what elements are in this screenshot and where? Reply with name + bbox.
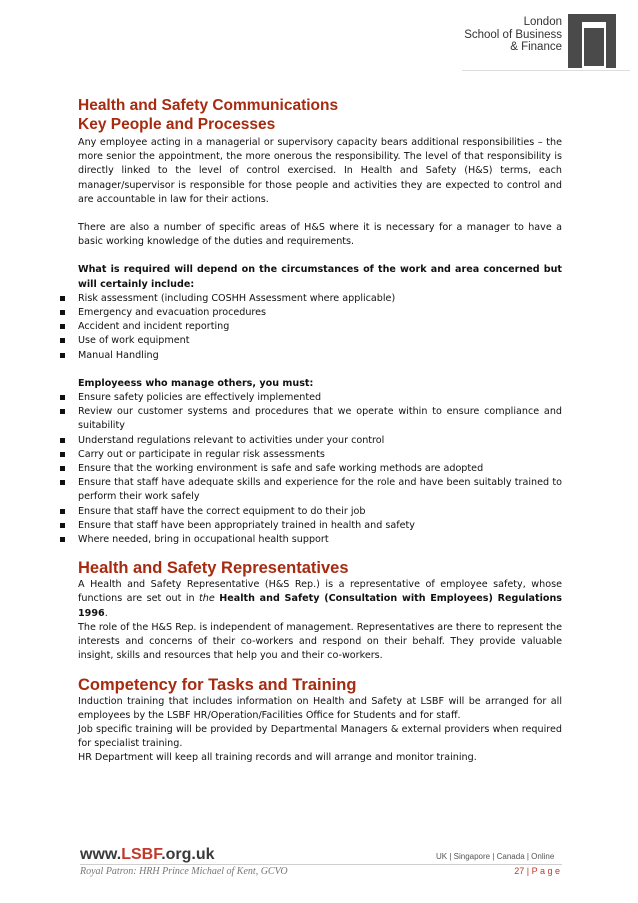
list-item: Where needed, bring in occupational health support	[78, 533, 562, 547]
paragraph-representative-definition: A Health and Safety Representative (H&S Rep.) is a representative of employee safety, whose functions are set out in the Health and Safety (Consultation with Employees) Regulations 1996.	[78, 579, 562, 619]
logo-line-3: & Finance	[510, 41, 562, 53]
section-subtitle: Key People and Processes	[78, 116, 276, 133]
required-heading: What is required will depend on the circumstances of the work and area concerned but will certainly include:	[78, 264, 562, 290]
square-bullet-icon	[60, 537, 65, 542]
square-bullet-icon	[60, 452, 65, 457]
list-item: Ensure that staff have been appropriately trained in health and safety	[78, 519, 562, 533]
list-item: Understand regulations relevant to activities under your control	[78, 434, 562, 448]
logo-line-2: School of Business	[464, 28, 562, 41]
required-list	[78, 292, 562, 363]
logo-wordmark	[464, 16, 562, 54]
square-bullet-icon	[60, 523, 65, 528]
section-title: Health and Safety Communications	[78, 97, 339, 114]
square-bullet-icon	[60, 509, 65, 514]
paragraph-training-records: HR Department will keep all training records and will arrange and monitor training.	[78, 752, 477, 764]
list-item: Carry out or participate in regular risk assessments	[78, 448, 562, 462]
square-bullet-icon	[60, 409, 65, 414]
logo-line-1: London	[523, 16, 562, 28]
managers-heading: Employeess who manage others, you must:	[78, 377, 314, 389]
footer-website: www.LSBF.org.uk	[80, 846, 215, 863]
section-title-representatives: Health and Safety Representatives	[78, 559, 349, 578]
lsbf-logo	[440, 14, 630, 70]
square-bullet-icon	[60, 324, 65, 329]
square-bullet-icon	[60, 480, 65, 485]
list-item: Review our customer systems and procedures that we operate within to ensure compliance and suitability	[78, 405, 562, 433]
square-bullet-icon	[60, 338, 65, 343]
footer-divider	[80, 864, 562, 865]
paragraph-representative-role: The role of the H&S Rep. is independent of management. Representatives are there to represent the interests and concerns of their co-workers and respond on their behalf. They provide valuable insight, skills and resources that help you and their co-workers.	[78, 621, 562, 662]
square-bullet-icon	[60, 395, 65, 400]
list-item: Accident and incident reporting	[78, 320, 562, 334]
paragraph-managerial-responsibility: Any employee acting in a managerial or supervisory capacity bears additional responsibilities – the more senior the appointment, the more onerous the responsibility. The level of that responsibility is directly linked to the level of control exercised. In Health and Safety (H&S) terms, each manager/supervisor is responsible for those people and activities they are expected to control and are accountable in law for their actions.	[78, 137, 562, 205]
square-bullet-icon	[60, 310, 65, 315]
header-divider	[462, 70, 630, 71]
section-title-competency: Competency for Tasks and Training	[78, 675, 357, 694]
square-bullet-icon	[60, 438, 65, 443]
paragraph-induction-training: Induction training that includes information on Health and Safety at LSBF will be arranged for all employees by the LSBF HR/Operation/Facilities Office for Students and for staff.	[78, 695, 562, 721]
managers-list	[78, 391, 562, 547]
footer-countries: UK | Singapore | Canada | Online	[436, 852, 555, 861]
footer-patron: Royal Patron: HRH Prince Michael of Kent, GCVO	[80, 866, 288, 877]
page-number: 27 | P a g e	[514, 866, 560, 876]
page-content	[78, 96, 562, 766]
list-item: Emergency and evacuation procedures	[78, 306, 562, 320]
column-emblem-icon	[568, 14, 616, 68]
square-bullet-icon	[60, 466, 65, 471]
list-item: Use of work equipment	[78, 334, 562, 348]
list-item: Ensure that staff have the correct equipment to do their job	[78, 505, 562, 519]
list-item: Ensure that the working environment is safe and safe working methods are adopted	[78, 462, 562, 476]
list-item: Risk assessment (including COSHH Assessment where applicable)	[78, 292, 562, 306]
paragraph-specific-areas: There are also a number of specific areas of H&S where it is necessary for a manager to have a basic working knowledge of the duties and requirements.	[78, 222, 562, 248]
list-item: Manual Handling	[78, 349, 562, 363]
square-bullet-icon	[60, 296, 65, 301]
paragraph-job-specific-training: Job specific training will be provided by Departmental Managers & external providers when required for specialist training.	[78, 723, 562, 750]
list-item: Ensure safety policies are effectively implemented	[78, 391, 562, 405]
square-bullet-icon	[60, 353, 65, 358]
list-item: Ensure that staff have adequate skills and experience for the role and have been suitably trained to perform their work safely	[78, 476, 562, 504]
